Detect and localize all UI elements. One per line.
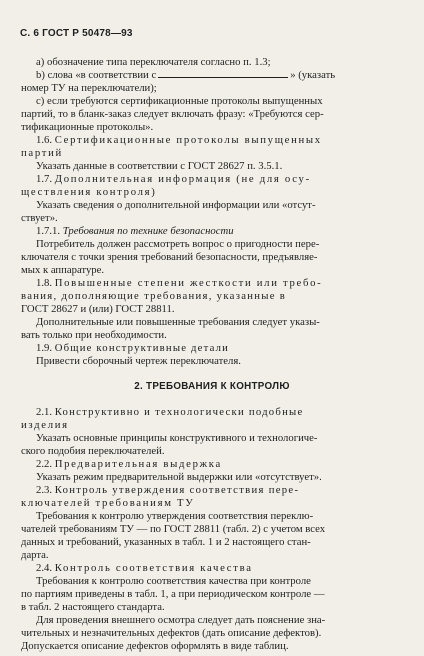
para-2-3-c: данных и требований, указанных в табл. 1 и 2 настоящего стан- [21,536,311,548]
heading-2-1-cont: изделия [21,419,69,431]
heading-2-3 [0,484,424,497]
item-b-start: b) слова «в соответствии с [36,69,157,81]
item-c-1: с) если требуются сертификационные протоколы выпущенных [36,95,323,107]
para-1-8-b: вать только при необходимости. [21,329,167,341]
para-1-7-1-c: мых к аппаратуре. [21,264,105,276]
heading-1-7-1-text: Требования по технике безопасности [62,225,234,237]
heading-1-8-cont: вания, дополняющие требования, указанные в [21,290,287,302]
heading-1-6-text: Сертификационные протоколы выпущенных [54,134,322,146]
para-1-7-2: ствует». [21,212,58,224]
heading-2-2-text: Предварительная выдержка [54,458,222,470]
item-c-2: партий, то в бланк-заказ следует включать фразу: «Требуются сер- [21,108,324,120]
heading-2-2 [0,458,424,471]
para-2-2: Указать режим предварительной выдержки или «отсутствует». [36,471,322,483]
para-2-4-b: по партиям приведены в табл. 1, а при периодическом контроле — [21,588,325,600]
heading-1-7-num: 1.7. [36,173,53,185]
para-2-5-b: чительных и незначительных дефектов (дать описание дефектов). [21,627,322,639]
para-2-1-b: ского подобия переключателей. [21,445,165,457]
heading-1-6 [0,134,424,147]
para-2-5-c: Допускается описание дефектов оформлять в виде таблиц. [21,640,289,652]
heading-1-9 [0,342,424,355]
heading-1-8 [0,277,424,290]
heading-1-7-1 [0,225,424,238]
para-1-8-a: Дополнительные или повышенные требования следует указы- [36,316,320,328]
heading-2-1 [0,406,424,419]
heading-1-8-text: Повышенные степени жесткости или требо- [54,277,323,289]
heading-2-3-cont: ключателей требованиям ТУ [21,497,195,509]
heading-1-8-num: 1.8. [36,277,53,289]
para-2-1-a: Указать основные принципы конструктивного и технологиче- [36,432,318,444]
heading-1-6-cont: партий [21,147,63,159]
heading-1-7-1-num: 1.7.1. [36,225,61,237]
heading-1-7-cont: ществления контроля) [21,186,157,198]
heading-1-6-num: 1.6. [36,134,53,146]
heading-1-7 [0,173,424,186]
heading-2-2-num: 2.2. [36,458,53,470]
page-header: С. 6 ГОСТ Р 50478—93 [20,28,133,39]
section-2-title: 2. ТРЕБОВАНИЯ К КОНТРОЛЮ [134,381,290,392]
heading-2-1-text: Конструктивно и технологически подобные [54,406,304,418]
para-2-4-c: в табл. 2 настоящего стандарта. [21,601,165,613]
blank-line [158,69,288,78]
para-2-3-d: дарта. [21,549,49,561]
para-1-7-1-a: Потребитель должен рассмотреть вопрос о пригодности пере- [36,238,320,250]
para-1-7-1-b: ключателя с точки зрения требований безопасности, предъявляе- [21,251,318,263]
heading-2-3-num: 2.3. [36,484,53,496]
para-1-9: Привести сборочный чертеж переключателя. [36,355,241,367]
para-2-3-a: Требования к контролю утверждения соответствия переклю- [36,510,314,522]
para-2-4-a: Требования к контролю соответствия качества при контроле [36,575,311,587]
para-2-3-b: чателей требованиям ТУ — по ГОСТ 28811 (табл. 2) с учетом всех [21,523,326,535]
heading-2-3-text: Контроль утверждения соответствия пере- [54,484,300,496]
heading-2-4 [0,562,424,575]
item-c-3: тификационные протоколы». [21,121,154,133]
heading-1-9-text: Общие конструктивные детали [54,342,230,354]
heading-1-8-cont2: ГОСТ 28627 и (или) ГОСТ 28811. [21,303,175,315]
para-1-7-1: Указать сведения о дополнительной информации или «отсут- [36,199,316,211]
heading-2-4-text: Контроль соответствия качества [54,562,253,574]
para-1-6: Указать данные в соответствии с ГОСТ 28627 п. 3.5.1. [36,160,283,172]
para-2-5-a: Для проведения внешнего осмотра следует дать пояснение зна- [36,614,326,626]
heading-1-7-text: Дополнительная информация (не для осу- [54,173,311,185]
heading-1-9-num: 1.9. [36,342,53,354]
item-b [0,69,424,82]
item-b-end: » (указать [290,69,336,81]
heading-2-4-num: 2.4. [36,562,53,574]
item-b-cont: номер ТУ на переключатели); [21,82,157,94]
item-a: а) обозначение типа переключателя согласно п. 1.3; [36,56,271,68]
heading-2-1-num: 2.1. [36,406,53,418]
